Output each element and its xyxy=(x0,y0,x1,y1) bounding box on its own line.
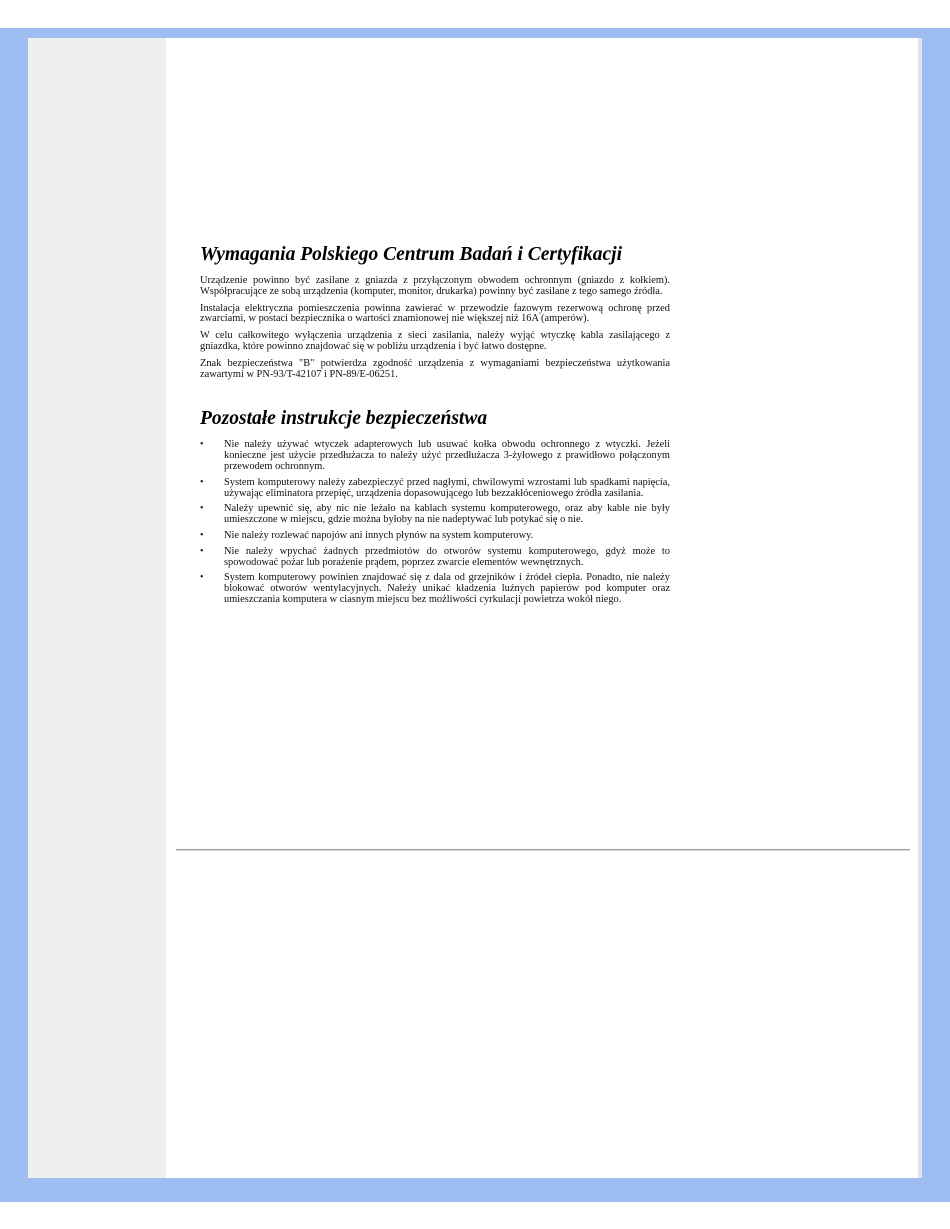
right-scroll-strip xyxy=(918,38,922,1178)
list-item xyxy=(200,573,670,605)
list-item xyxy=(200,478,670,500)
section-title-safety: Pozostałe instrukcje bezpieczeństwa xyxy=(200,408,488,430)
bullet-icon: • xyxy=(200,439,204,451)
list-item xyxy=(200,547,670,569)
bullet-icon: • xyxy=(200,529,204,541)
bullet-icon: • xyxy=(200,572,204,584)
safety-list xyxy=(200,440,670,605)
bullet-icon: • xyxy=(200,503,204,515)
list-item xyxy=(200,504,670,526)
paragraph: Znak bezpieczeństwa "B" potwierdza zgodność urządzenia z wymaganiami bezpieczeństwa użytkowania zawartymi w PN-93/T-42107 i PN-89/E-06251. xyxy=(200,357,670,380)
list-item-text: System komputerowy powinien znajdować się z dala od grzejników i źródeł ciepła. Ponadto, nie należy blokować otworów wentylacyjnych. Należy unikać kładzenia luźnych papierów pod komputer oraz umieszczania komputera w ciasnym miejscu bez możliwości cyrkulacji powietrza wokół niego. xyxy=(224,572,670,605)
list-item-text: Nie należy używać wtyczek adapterowych lub usuwać kołka obwodu ochronnego z wtyczki. Jeżeli konieczne jest użycie przedłużacza to należy użyć przedłużacza 3-żyłowego z prawidłowo połączonym przewodem ochronnym. xyxy=(224,439,670,472)
paragraph: Urządzenie powinno być zasilane z gniazda z przyłączonym obwodem ochronnym (gniazdo z kołkiem). Współpracujące ze sobą urządzenia (komputer, monitor, drukarka) powinny być zasilane z tego samego źródła. xyxy=(200,275,670,297)
list-item xyxy=(200,440,670,472)
bullet-icon: • xyxy=(200,545,204,557)
left-sidebar xyxy=(28,38,166,1178)
list-item-text: Należy upewnić się, aby nic nie leżało na kablach systemu komputerowego, oraz aby kable nie były umieszczone w miejscu, gdzie można byłoby na nie nadeptywać lub potykać się o nie. xyxy=(224,503,670,526)
paragraph: Instalacja elektryczna pomieszczenia powinna zawierać w przewodzie fazowym rezerwową ochronę przed zwarciami, w postaci bezpiecznika o wartości znamionowej nie większej niż 16A (amperów). xyxy=(200,302,670,325)
paragraph: W celu całkowitego wyłączenia urządzenia z sieci zasilania, należy wyjąć wtyczkę kabla zasilającego z gniazdka, które powinno znajdować się w pobliżu urządzenia i być łatwo dostępne. xyxy=(200,330,670,352)
horizontal-divider xyxy=(176,849,910,851)
section-title-pcbc: Wymagania Polskiego Centrum Badań i Certyfikacji xyxy=(200,244,622,265)
list-item-text: System komputerowy należy zabezpieczyć przed nagłymi, chwilowymi wzrostami lub spadkami napięcia, używając eliminatora przepięć, urządzenia dopasowującego lub bezzakłóceniowego źródła zasilania. xyxy=(224,476,670,499)
bullet-icon: • xyxy=(200,476,204,488)
list-item-text: Nie należy wpychać żadnych przedmiotów do otworów systemu komputerowego, gdyż może to spowodować pożar lub porażenie prądem, poprzez zwarcie elementów wewnętrznych. xyxy=(224,545,670,568)
list-item-text: Nie należy rozlewać napojów ani innych płynów na system komputerowy. xyxy=(224,529,534,541)
list-item xyxy=(200,531,670,542)
document-image xyxy=(200,244,670,611)
